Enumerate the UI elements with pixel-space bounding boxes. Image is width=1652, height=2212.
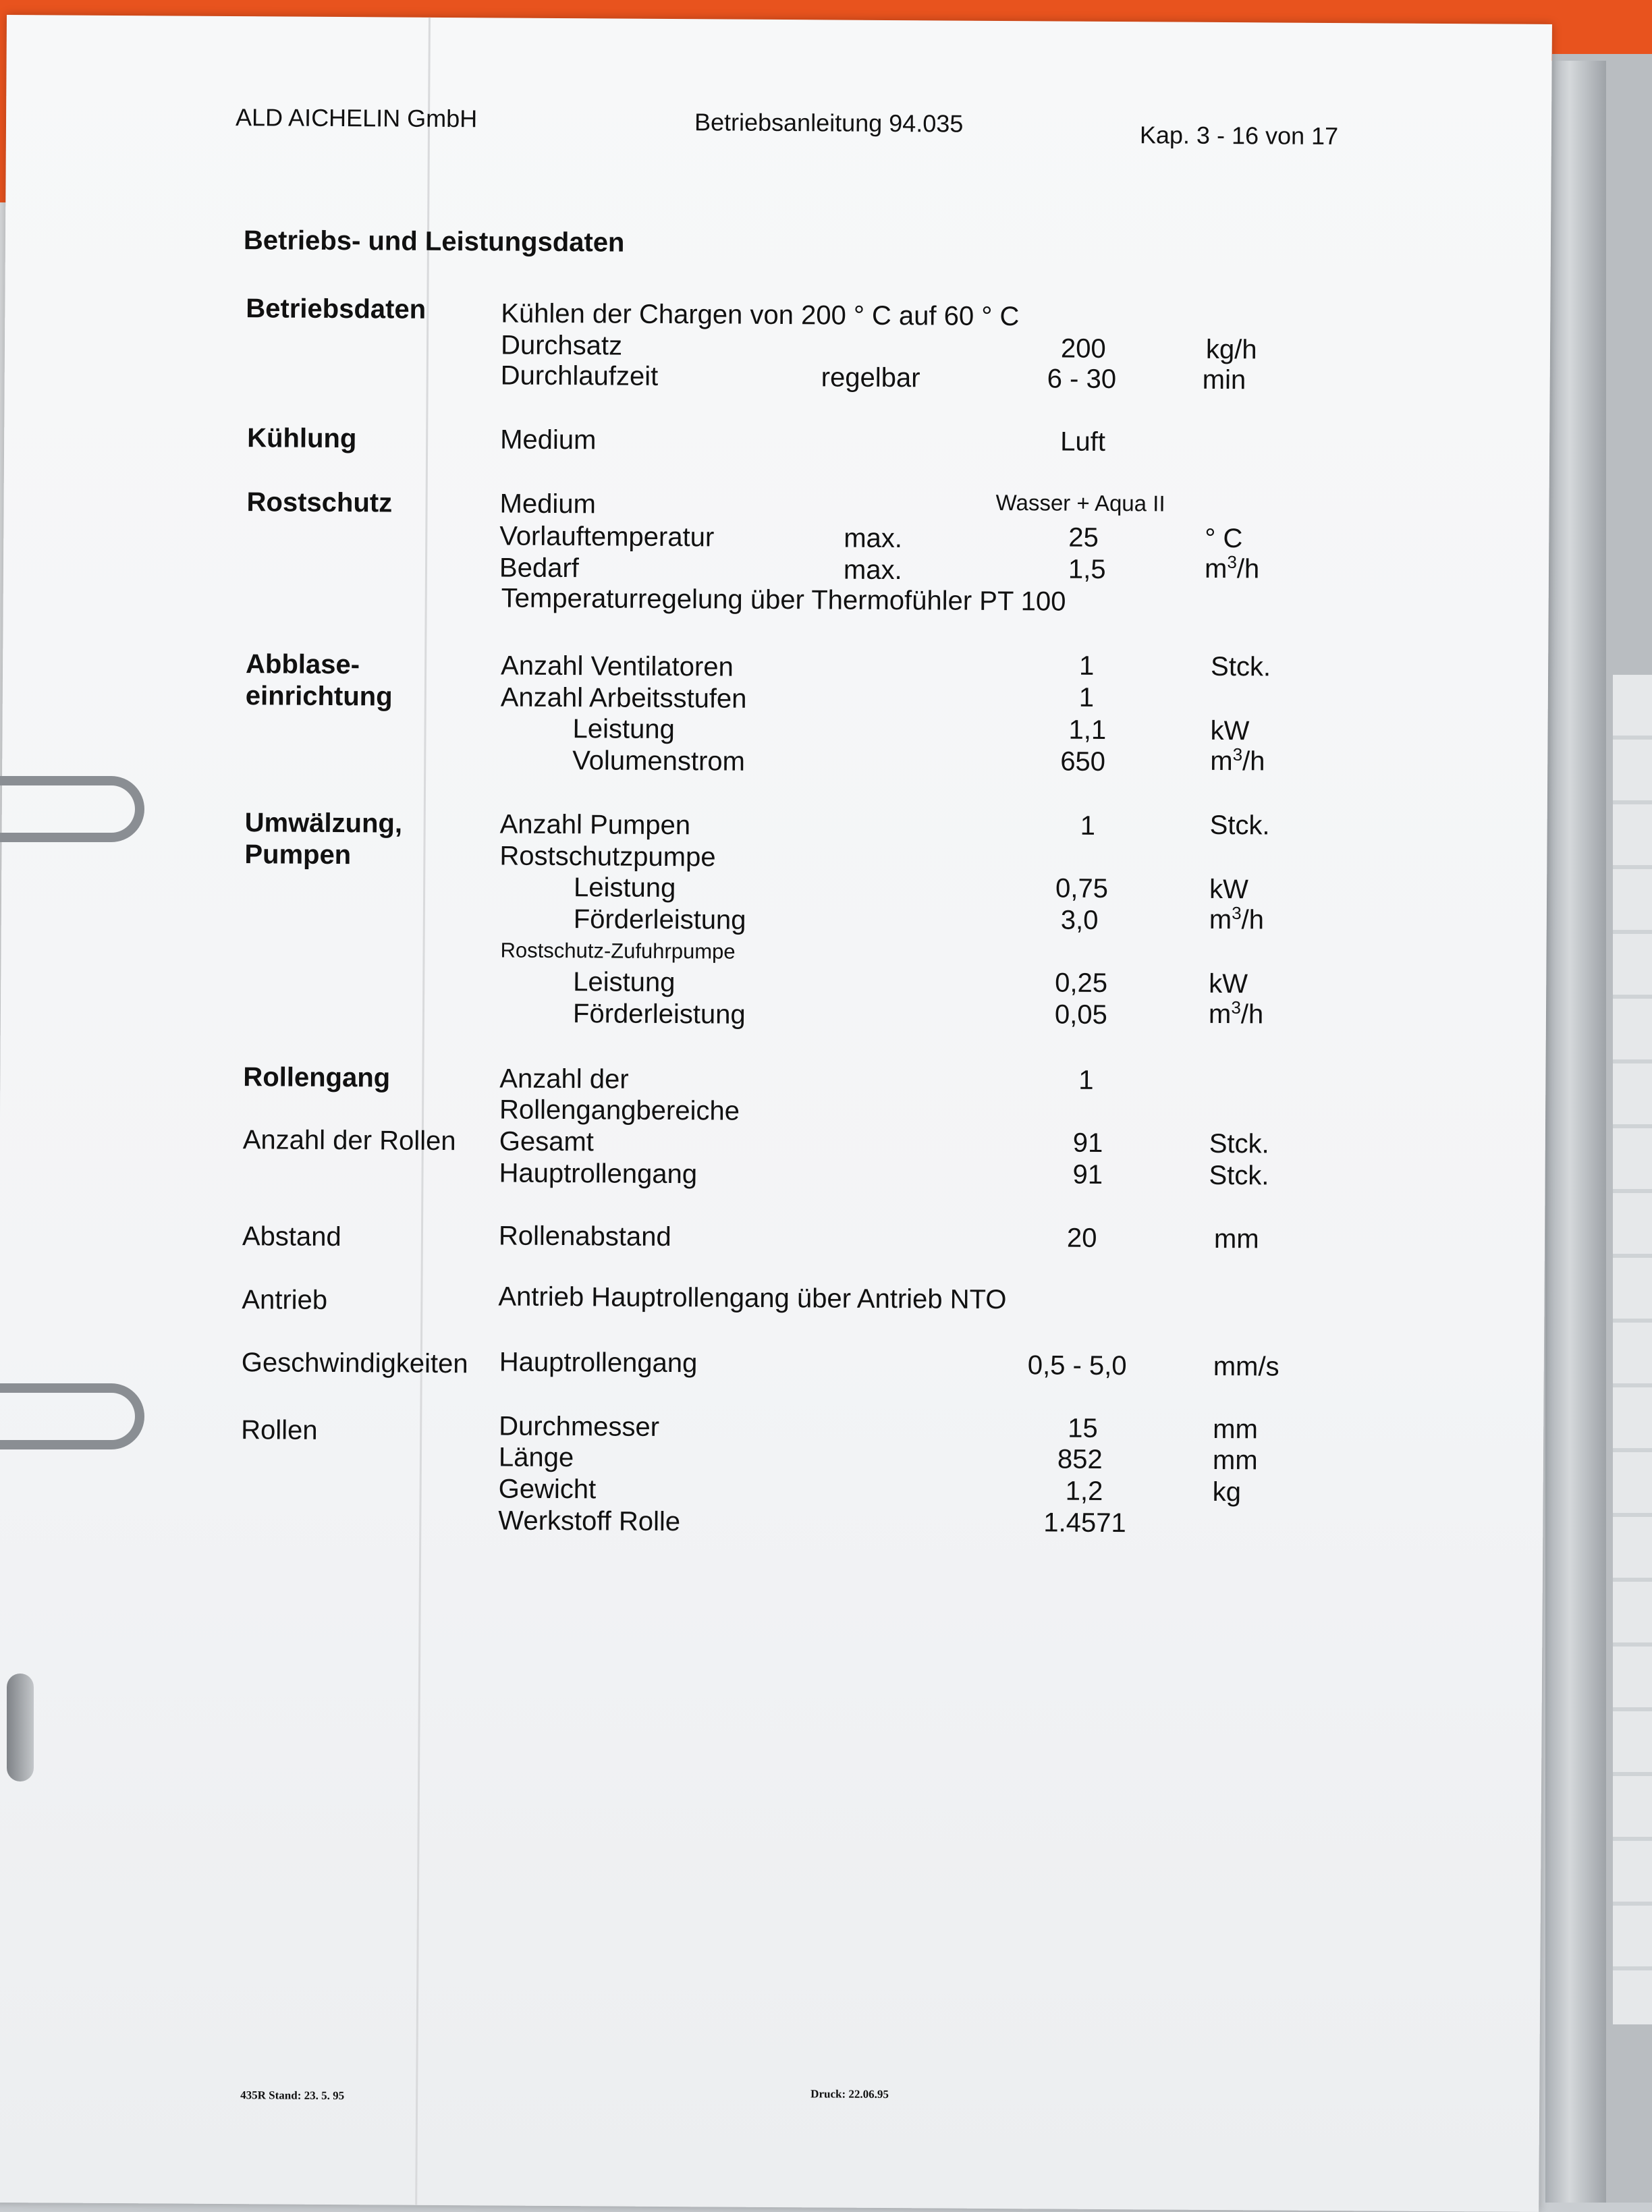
- durchsatz-label: Durchsatz: [500, 330, 623, 361]
- header-manual: Betriebsanleitung 94.035: [694, 108, 964, 138]
- hauptrollengang-unit: Stck.: [1209, 1160, 1269, 1191]
- abblase-leistung-label: Leistung: [572, 714, 675, 745]
- geschwindigkeit-unit: mm/s: [1213, 1351, 1279, 1382]
- gesamt-value: 91: [1072, 1128, 1103, 1158]
- volumenstrom-value: 650: [1060, 746, 1106, 777]
- binder-ring-bottom: [0, 1383, 144, 1449]
- volumenstrom-label: Volumenstrom: [572, 746, 746, 777]
- pumpen-value: 1: [1080, 810, 1096, 841]
- betriebsdaten-line1: Kühlen der Chargen von 200 ° C auf 60 ° C: [501, 298, 1020, 332]
- antrieb-text: Antrieb Hauptrollengang über Antrieb NTO: [498, 1281, 1007, 1315]
- geschwindigkeit-value: 0,5 - 5,0: [1027, 1350, 1127, 1381]
- durchsatz-value: 200: [1060, 333, 1106, 364]
- shelf-background: [1613, 675, 1652, 2024]
- section-title-umwaelzung-1: Umwälzung,: [244, 808, 403, 839]
- rp-foerder-unit: $m^3/h$: [1209, 902, 1265, 935]
- section-title-geschwindigkeiten: Geschwindigkeiten: [241, 1348, 468, 1379]
- rollengang-anzahl-value: 1: [1078, 1065, 1094, 1095]
- gesamt-label: Gesamt: [499, 1126, 594, 1157]
- bedarf-qualifier: max.: [843, 555, 902, 586]
- durchlaufzeit-qualifier: regelbar: [821, 362, 920, 393]
- durchmesser-value: 15: [1068, 1413, 1098, 1443]
- vorlauf-qualifier: max.: [844, 523, 903, 554]
- ventilatoren-value: 1: [1079, 651, 1095, 681]
- section-title-umwaelzung-2: Pumpen: [244, 839, 352, 870]
- section-title-abstand: Abstand: [242, 1221, 341, 1252]
- section-title-abblase-1: Abblase-: [245, 649, 360, 680]
- vorlauf-value: 25: [1068, 522, 1099, 553]
- ventilatoren-label: Anzahl Ventilatoren: [500, 651, 734, 682]
- section-title-rostschutz: Rostschutz: [246, 487, 393, 518]
- gewicht-label: Gewicht: [498, 1474, 597, 1505]
- section-title-kuehlung: Kühlung: [247, 423, 357, 454]
- zp-foerder-unit: $m^3/h$: [1208, 997, 1264, 1030]
- durchmesser-unit: mm: [1213, 1414, 1259, 1445]
- geschwindigkeit-label: Hauptrollengang: [499, 1347, 698, 1379]
- ventilatoren-unit: Stck.: [1210, 651, 1271, 682]
- arbeitsstufen-label: Anzahl Arbeitsstufen: [500, 682, 747, 714]
- section-title-rollengang: Rollengang: [243, 1062, 391, 1093]
- rostschutz-medium-value: Wasser + Aqua II: [995, 489, 1165, 516]
- bedarf-label: Bedarf: [499, 553, 579, 584]
- page-stack-edge: [1545, 61, 1606, 2203]
- pumpen-label: Anzahl Pumpen: [499, 809, 691, 841]
- gewicht-value: 1,2: [1065, 1476, 1103, 1506]
- zufuhrpumpe-label: Rostschutz-Zufuhrpumpe: [500, 938, 736, 964]
- zp-foerder-label: Förderleistung: [572, 999, 746, 1030]
- binder-ring-top: [0, 776, 144, 842]
- footer-stand: 435R Stand: 23. 5. 95: [240, 2089, 345, 2103]
- rollengang-anzahl-label-1: Anzahl der: [499, 1063, 629, 1095]
- section-title-anzahl-rollen: Anzahl der Rollen: [242, 1125, 456, 1157]
- kuehlung-medium-value: Luft: [1060, 426, 1106, 457]
- pumpen-unit: Stck.: [1209, 810, 1270, 841]
- section-title-rollen: Rollen: [241, 1415, 318, 1445]
- abblase-leistung-unit: kW: [1210, 715, 1250, 746]
- zp-foerder-value: 0,05: [1054, 999, 1107, 1030]
- laenge-unit: mm: [1212, 1445, 1258, 1476]
- header-chapter: Kap. 3 - 16 von 17: [1139, 121, 1339, 150]
- rp-foerder-value: 3,0: [1060, 905, 1099, 935]
- hauptrollengang-label: Hauptrollengang: [499, 1158, 698, 1190]
- rostschutz-medium-label: Medium: [499, 489, 596, 520]
- footer-druck: Druck: 22.06.95: [810, 2087, 889, 2101]
- vorlauf-unit: ° C: [1205, 523, 1243, 554]
- laenge-value: 852: [1057, 1444, 1103, 1474]
- rollengang-anzahl-label-2: Rollengangbereiche: [499, 1095, 740, 1126]
- binder-ring-lower: [7, 1674, 34, 1781]
- zp-leistung-unit: kW: [1209, 968, 1248, 999]
- document-page: [0, 15, 1552, 2212]
- gewicht-unit: kg: [1212, 1476, 1242, 1508]
- page-title: Betriebs- und Leistungsdaten: [243, 225, 625, 258]
- zp-leistung-value: 0,25: [1055, 968, 1108, 998]
- durchsatz-unit: kg/h: [1205, 334, 1257, 365]
- rp-leistung-value: 0,75: [1055, 873, 1109, 904]
- rollenabstand-label: Rollenabstand: [498, 1221, 671, 1252]
- hauptrollengang-value: 91: [1072, 1159, 1103, 1190]
- durchmesser-label: Durchmesser: [499, 1411, 660, 1442]
- bedarf-unit: $m^3/h$: [1204, 551, 1260, 584]
- durchlaufzeit-unit: min: [1202, 364, 1246, 395]
- durchlaufzeit-value: 6 - 30: [1047, 364, 1117, 395]
- kuehlung-medium-label: Medium: [500, 424, 597, 455]
- werkstoff-label: Werkstoff Rolle: [498, 1505, 681, 1537]
- arbeitsstufen-value: 1: [1078, 682, 1095, 713]
- section-title-antrieb: Antrieb: [242, 1285, 328, 1315]
- rollenabstand-value: 20: [1066, 1223, 1097, 1253]
- rp-leistung-label: Leistung: [573, 873, 676, 904]
- rollenabstand-unit: mm: [1213, 1223, 1259, 1254]
- section-title-betriebsdaten: Betriebsdaten: [246, 294, 426, 325]
- bedarf-value: 1,5: [1068, 554, 1106, 584]
- werkstoff-value: 1.4571: [1043, 1508, 1126, 1539]
- gesamt-unit: Stck.: [1209, 1128, 1269, 1159]
- rostschutzpumpe-label: Rostschutzpumpe: [499, 841, 716, 873]
- zp-leistung-label: Leistung: [573, 967, 676, 998]
- rp-foerder-label: Förderleistung: [573, 904, 746, 935]
- temperaturregelung-text: Temperaturregelung über Thermofühler PT 100: [501, 583, 1066, 617]
- laenge-label: Länge: [498, 1442, 574, 1473]
- durchlaufzeit-label: Durchlaufzeit: [500, 360, 659, 391]
- volumenstrom-unit: $m^3/h$: [1210, 744, 1265, 777]
- rp-leistung-unit: kW: [1209, 874, 1249, 905]
- section-title-abblase-2: einrichtung: [245, 681, 393, 712]
- margin-line: [415, 18, 431, 2205]
- abblase-leistung-value: 1,1: [1068, 715, 1107, 745]
- vorlauf-label: Vorlauftemperatur: [499, 521, 715, 553]
- header-company: ALD AICHELIN GmbH: [235, 103, 478, 133]
